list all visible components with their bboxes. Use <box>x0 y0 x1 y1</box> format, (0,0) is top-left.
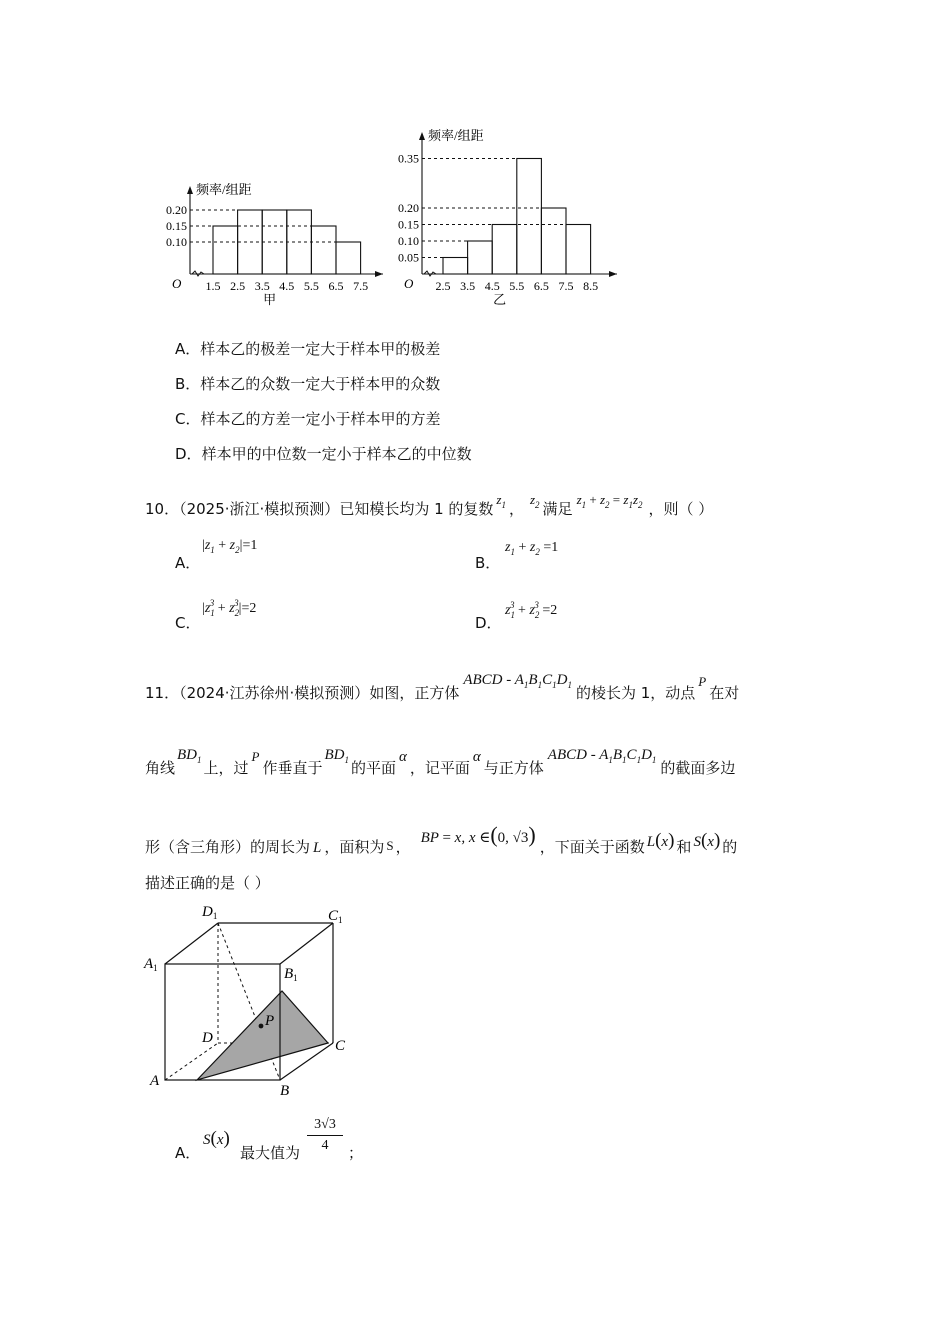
y-tick-label: 0.20 <box>398 201 419 215</box>
point-p <box>259 1024 264 1029</box>
option-letter: A． <box>175 554 201 572</box>
y-axis-arrow <box>419 132 425 140</box>
histogram-bar <box>336 242 361 274</box>
q10-option-d-math: $z_1^3 + z_2^3 =2$ <box>505 600 558 620</box>
histogram-bar <box>492 225 517 275</box>
math-cube-name: ABCD - $A_1B_1C_1D_1$ <box>463 672 572 690</box>
x-tick-label: 4.5 <box>279 279 295 293</box>
label-p: P <box>265 1013 275 1029</box>
option-rhs: =1 <box>543 540 559 555</box>
y-tick-label: 0.15 <box>166 219 187 233</box>
math-sx: S(x) <box>203 1128 230 1149</box>
option-letter: D． <box>475 614 502 632</box>
q11-line1 <box>145 672 739 703</box>
label-c1: $C_1$ <box>328 908 343 925</box>
y-tick-label: 0.35 <box>398 151 419 166</box>
label-a1: $A_1$ <box>144 956 158 973</box>
math-z1: $z_1$ <box>496 492 506 510</box>
x-tick-label: 4.5 <box>484 279 500 293</box>
histogram-bar <box>213 226 238 274</box>
x-axis-arrow <box>609 271 617 277</box>
q10-option-c-math: $|z_1^3 + z_2^3|=2$ <box>202 598 257 618</box>
x-tick-label: 2.5 <box>435 279 451 293</box>
math-bp-domain: BP = x, x ∈(0, √3) <box>420 822 536 847</box>
origin-label: O <box>172 276 182 291</box>
q10-option-c <box>175 612 200 633</box>
fraction-numerator: 3√3 <box>307 1117 343 1136</box>
q9-option-c <box>175 408 441 429</box>
stem-text: 满足 <box>542 500 573 518</box>
stem-text: 如图，正方体 <box>369 684 460 702</box>
option-text: 样本甲的中位数一定小于样本乙的中位数 <box>201 445 472 463</box>
q11-line3 <box>145 822 737 857</box>
y-axis-arrow <box>187 186 193 194</box>
q11-line2 <box>145 747 735 778</box>
math-condition: $z_1 + z_2 = z_1z_2$ <box>576 492 643 510</box>
fraction-denominator: 4 <box>321 1138 329 1153</box>
q10-stem <box>145 492 713 519</box>
q11-line4 <box>145 872 270 893</box>
stem-text: 的 <box>722 838 738 856</box>
option-letter: B． <box>475 554 501 572</box>
stem-text: 的截面多边 <box>660 759 736 777</box>
stem-text: ，记平面 <box>409 759 470 777</box>
math-alpha: α <box>472 749 481 765</box>
q9-option-b <box>175 373 440 394</box>
option-text: 样本乙的方差一定小于样本甲的方差 <box>200 410 441 428</box>
math-bd1: $BD_1$ <box>324 747 349 765</box>
histogram-bar <box>566 225 591 275</box>
histogram-bar <box>468 241 493 274</box>
y-axis-label: 频率/组距 <box>196 182 252 197</box>
q10-option-d <box>475 612 502 633</box>
q11-option-a-text <box>240 1142 300 1163</box>
stem-text: 上，过 <box>203 759 249 777</box>
x-tick-label: 5.5 <box>509 279 525 293</box>
q11-option-a-letter <box>175 1142 200 1163</box>
origin-label: O <box>404 276 414 291</box>
fraction-3sqrt3-over-4 <box>307 1117 343 1154</box>
x-tick-label: 1.5 <box>205 279 221 293</box>
label-d: D <box>202 1030 213 1046</box>
stem-text: 已知模长均为 1 的复数 <box>339 500 494 518</box>
section-triangle <box>197 991 328 1080</box>
stem-text: ，面积为 <box>324 838 385 856</box>
label-b: B <box>280 1083 290 1099</box>
cube-figure <box>140 898 370 1098</box>
question-source: （2025·浙江·模拟预测） <box>179 500 340 518</box>
option-text: 样本乙的极差一定大于样本甲的极差 <box>200 340 441 358</box>
question-number: 10． <box>145 500 180 518</box>
x-tick-label: 3.5 <box>254 279 270 293</box>
histogram-yi <box>385 128 625 318</box>
option-letter: C． <box>175 410 201 428</box>
q10-option-b-math: $z_1 + z_2 =1$ <box>505 540 559 557</box>
option-letter: A． <box>175 340 201 358</box>
math-z2: $z_2$ <box>529 492 540 510</box>
question-source: （2024·江苏徐州·模拟预测） <box>179 684 370 702</box>
option-text: ； <box>348 1144 364 1162</box>
histogram-bar <box>541 208 566 274</box>
x-tick-label: 3.5 <box>460 279 476 293</box>
math-bd1: $BD_1$ <box>177 747 202 765</box>
y-tick-label: 0.10 <box>166 235 187 249</box>
math-sx: S(x) <box>693 830 721 851</box>
q11-option-a-end <box>348 1142 363 1163</box>
stem-text: 的棱长为 1，动点 <box>575 684 696 702</box>
y-axis-label: 频率/组距 <box>428 128 484 143</box>
y-tick-label: 0.15 <box>398 217 419 232</box>
option-text: 样本乙的众数一定大于样本甲的众数 <box>200 375 441 393</box>
x-tick-label: 6.5 <box>533 279 549 293</box>
x-tick-label: 5.5 <box>303 279 319 293</box>
x-tick-label: 7.5 <box>353 279 369 293</box>
stem-text: 和 <box>676 838 692 856</box>
y-tick-label: 0.20 <box>166 203 187 217</box>
x-tick-label: 8.5 <box>583 279 599 293</box>
option-letter: A． <box>175 1144 201 1162</box>
q10-option-a <box>175 552 200 573</box>
edge-b1-c1 <box>280 923 333 964</box>
math-lx: L(x) <box>646 830 675 851</box>
math-p: P <box>251 749 260 764</box>
stem-text: ， <box>508 500 524 518</box>
label-c: C <box>335 1038 346 1054</box>
stem-text: 与正方体 <box>483 759 544 777</box>
option-rhs: =2 <box>542 603 558 618</box>
math-s: S <box>386 838 394 853</box>
stem-text: 描述正确的是（ ） <box>145 874 270 892</box>
math-p: P <box>698 674 707 689</box>
option-letter: C． <box>175 614 201 632</box>
y-tick-label: 0.05 <box>398 250 419 265</box>
math-l: L <box>313 840 322 856</box>
stem-text: ， <box>395 838 411 856</box>
math-alpha: α <box>399 749 407 765</box>
math-cube-name: ABCD - $A_1B_1C_1D_1$ <box>547 747 657 765</box>
label-d1: $D_1$ <box>202 904 218 921</box>
edge-a1-d1 <box>165 923 218 964</box>
chart-title: 甲 <box>263 292 277 307</box>
chart-title: 乙 <box>493 292 507 307</box>
histogram-bar <box>311 226 336 274</box>
option-letter: B． <box>175 375 201 393</box>
stem-text: ，下面关于函数 <box>539 838 645 856</box>
stem-text: 角线 <box>145 759 176 777</box>
option-text: 最大值为 <box>240 1144 301 1162</box>
q10-option-b <box>475 552 500 573</box>
histogram-bar <box>517 159 542 275</box>
histogram-bar <box>443 258 468 275</box>
option-letter: D． <box>175 445 202 463</box>
x-tick-label: 6.5 <box>328 279 344 293</box>
option-rhs: =2 <box>241 601 257 616</box>
stem-text: ，则（ ） <box>648 500 714 518</box>
y-tick-label: 0.10 <box>398 234 419 248</box>
stem-text: 的平面 <box>351 759 397 777</box>
option-rhs: =1 <box>242 538 258 553</box>
x-tick-label: 7.5 <box>558 279 574 293</box>
histogram-jia <box>166 180 385 320</box>
q9-option-a <box>175 338 440 359</box>
label-b1: $B_1$ <box>284 966 298 983</box>
q9-option-d <box>175 443 472 464</box>
label-a: A <box>150 1073 160 1089</box>
stem-text: 形（含三角形）的周长为 <box>145 838 311 856</box>
x-axis-arrow <box>375 271 383 277</box>
x-tick-label: 2.5 <box>230 279 246 293</box>
stem-text: 在对 <box>709 684 740 702</box>
stem-text: 作垂直于 <box>262 759 323 777</box>
question-number: 11． <box>145 684 180 702</box>
q10-option-a-math: $|z_1 + z_2|=1$ <box>202 538 258 555</box>
